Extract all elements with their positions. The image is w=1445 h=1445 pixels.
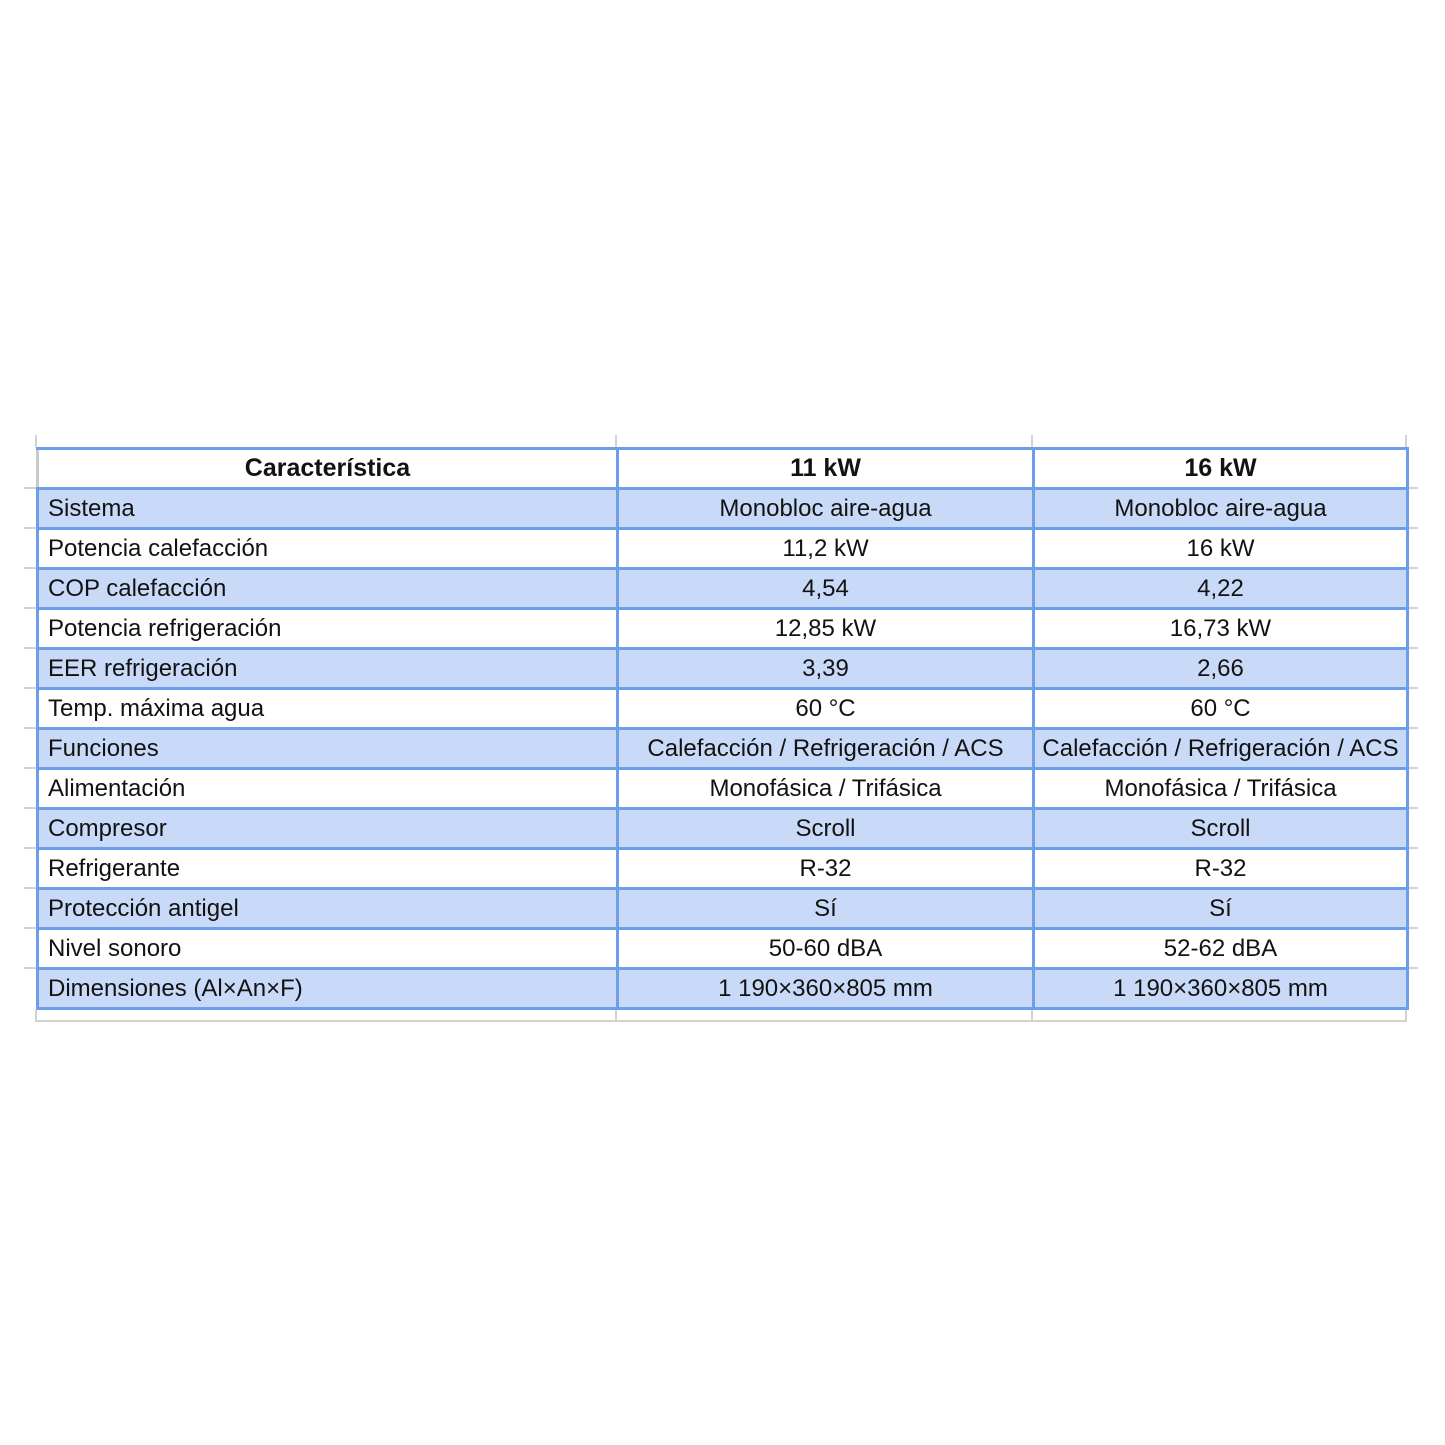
gridline-stub <box>1405 435 1407 447</box>
table-row <box>38 769 1408 809</box>
table-row <box>38 529 1408 569</box>
gridline-stub <box>615 435 617 447</box>
gridline-stub <box>1031 435 1033 447</box>
table-row <box>38 489 1408 529</box>
table-row <box>38 569 1408 609</box>
feature-cell: Potencia calefacción <box>38 529 618 569</box>
value-cell: R-32 <box>618 849 1034 889</box>
feature-cell: Sistema <box>38 489 618 529</box>
value-cell: 50-60 dBA <box>618 929 1034 969</box>
col-header-caracteristica: Característica <box>38 449 618 489</box>
value-cell: Calefacción / Refrigeración / ACS <box>1034 729 1408 769</box>
gridline-stub <box>24 887 36 889</box>
gridline-stub <box>24 607 36 609</box>
gridline-stub <box>24 527 36 529</box>
value-cell: 60 °C <box>618 689 1034 729</box>
value-cell: R-32 <box>1034 849 1408 889</box>
feature-cell: COP calefacción <box>38 569 618 609</box>
value-cell: 16,73 kW <box>1034 609 1408 649</box>
gridline-stub <box>24 807 36 809</box>
col-header-16kw: 16 kW <box>1034 449 1408 489</box>
value-cell: Monobloc aire-agua <box>1034 489 1408 529</box>
value-cell: 1 190×360×805 mm <box>1034 969 1408 1009</box>
feature-cell: Compresor <box>38 809 618 849</box>
feature-cell: Temp. máxima agua <box>38 689 618 729</box>
value-cell: 12,85 kW <box>618 609 1034 649</box>
header-row <box>38 449 1408 489</box>
value-cell: Monofásica / Trifásica <box>618 769 1034 809</box>
feature-cell: Dimensiones (Al×An×F) <box>38 969 618 1009</box>
feature-cell: EER refrigeración <box>38 649 618 689</box>
spec-table <box>36 447 1409 1010</box>
gridline-stub <box>35 435 37 447</box>
value-cell: 1 190×360×805 mm <box>618 969 1034 1009</box>
table-row <box>38 849 1408 889</box>
spec-table-area <box>36 447 1406 1010</box>
value-cell: 60 °C <box>1034 689 1408 729</box>
value-cell: 11,2 kW <box>618 529 1034 569</box>
gridline-stub <box>36 1020 1406 1022</box>
value-cell: Monofásica / Trifásica <box>1034 769 1408 809</box>
gridline-stub <box>24 727 36 729</box>
feature-cell: Alimentación <box>38 769 618 809</box>
gridline-stub <box>24 767 36 769</box>
feature-cell: Protección antigel <box>38 889 618 929</box>
value-cell: Monobloc aire-agua <box>618 489 1034 529</box>
feature-cell: Refrigerante <box>38 849 618 889</box>
gridline-stub <box>24 927 36 929</box>
value-cell: 4,54 <box>618 569 1034 609</box>
value-cell: 3,39 <box>618 649 1034 689</box>
value-cell: Scroll <box>1034 809 1408 849</box>
table-row <box>38 609 1408 649</box>
gridline-stub <box>24 487 36 489</box>
value-cell: Sí <box>618 889 1034 929</box>
table-row <box>38 969 1408 1009</box>
value-cell: 52-62 dBA <box>1034 929 1408 969</box>
value-cell: 4,22 <box>1034 569 1408 609</box>
table-row <box>38 689 1408 729</box>
table-row <box>38 649 1408 689</box>
gridline-stub <box>24 847 36 849</box>
value-cell: 2,66 <box>1034 649 1408 689</box>
value-cell: Sí <box>1034 889 1408 929</box>
table-row <box>38 889 1408 929</box>
gridline-stub <box>24 967 36 969</box>
col-header-11kw: 11 kW <box>618 449 1034 489</box>
feature-cell: Potencia refrigeración <box>38 609 618 649</box>
table-row <box>38 809 1408 849</box>
value-cell: Calefacción / Refrigeración / ACS <box>618 729 1034 769</box>
value-cell: 16 kW <box>1034 529 1408 569</box>
value-cell: Scroll <box>618 809 1034 849</box>
table-row <box>38 929 1408 969</box>
feature-cell: Funciones <box>38 729 618 769</box>
gridline-stub <box>24 687 36 689</box>
gridline-stub <box>24 567 36 569</box>
gridline-stub <box>24 647 36 649</box>
table-row <box>38 729 1408 769</box>
feature-cell: Nivel sonoro <box>38 929 618 969</box>
